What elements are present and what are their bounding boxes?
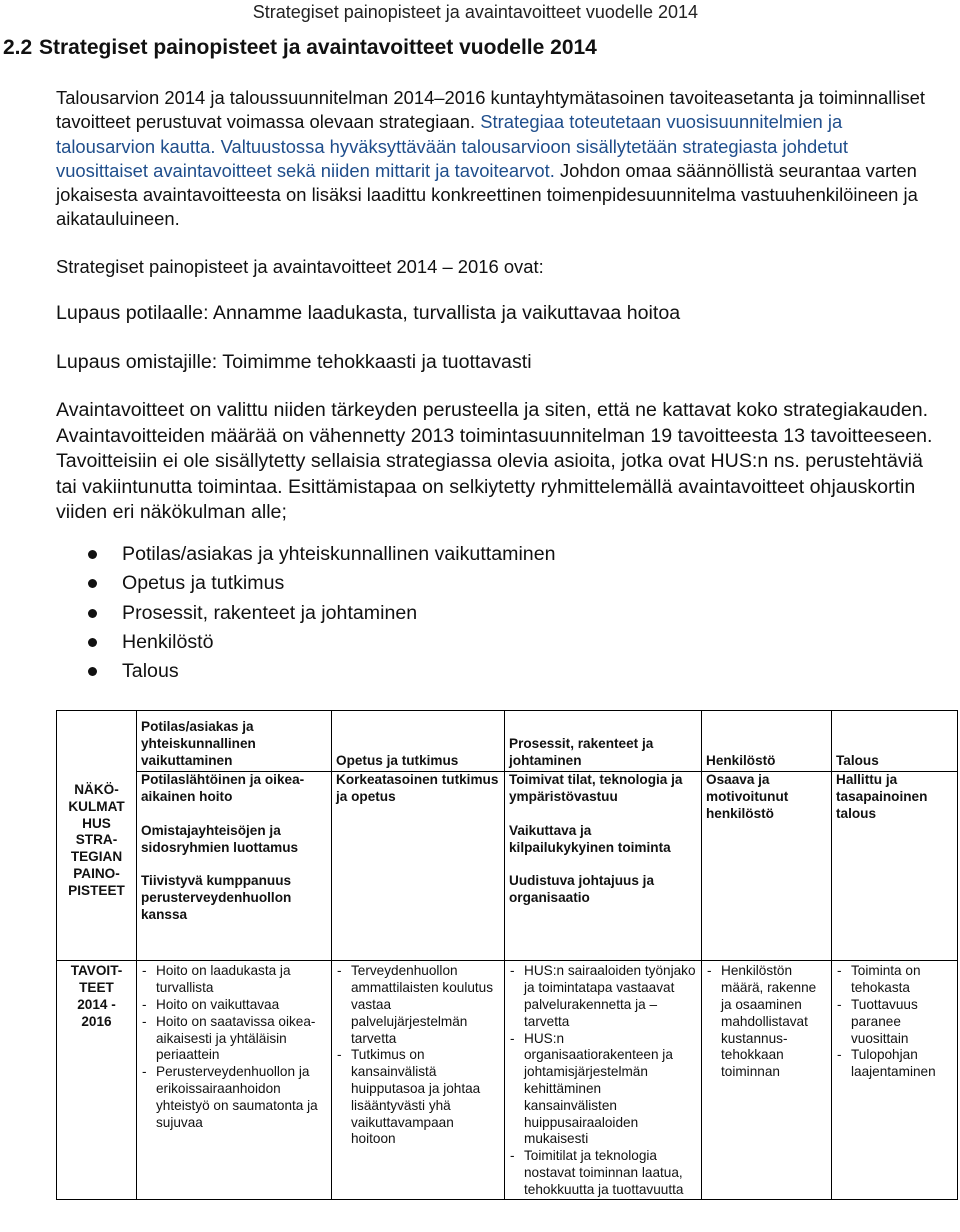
section-number: 2.2 xyxy=(3,36,33,59)
priorities-intro: Strategiset painopisteet ja avaintavoitteet 2014 – 2016 ovat: xyxy=(56,256,544,277)
intro-text-4: Johdon omaa säännöllistä seurantaa varten jokaisesta avaintavoitteesta on lisäksi laadittu konkreettinen toimenpidesuunnitelma vastuuhenkilöineen ja aikatauluineen. xyxy=(56,159,918,230)
goal-item: - Perusterveydenhuollon ja erikoissairaanhoidon yhteistyö on saumatonta ja sujuvaa xyxy=(141,1064,327,1131)
priority-text: Toimivat tilat, teknologia ja ympäristövastuu xyxy=(509,772,683,805)
priority-cell-processes xyxy=(505,772,702,961)
table-row xyxy=(57,961,958,1199)
priority-cell-teaching xyxy=(332,772,505,961)
priority-text: Vaikuttava ja kilpailukykyinen toiminta xyxy=(509,822,671,855)
goal-item: - Tulopohjan laajentaminen xyxy=(836,1047,953,1081)
row-header-text: NÄKÖ- KULMAT HUS STRA- TEGIAN PAINO- PISTEET xyxy=(68,781,125,898)
key-goals-paragraph xyxy=(56,398,936,526)
goal-item: - Terveydenhuollon ammattilaisten koulutus vastaa palvelujärjestelmän tarvetta xyxy=(336,963,500,1047)
section-title: Strategiset painopisteet ja avaintavoitteet vuodelle 2014 xyxy=(39,36,597,59)
col-header-processes: Prosessit, rakenteet ja johtaminen xyxy=(505,711,702,772)
goals-cell-patient xyxy=(137,961,332,1199)
priority-cell-patient xyxy=(137,772,332,961)
col-header-finance: Talous xyxy=(832,711,958,772)
key-goals-text-3: Tavoitteisiin ei ole sisällytetty sellaisia strategiassa olevia asioita, jotka ovat HUS:n ns. perustehtäviä tai vakiintunutta toimintaa. xyxy=(56,450,923,498)
list-item: Henkilöstö xyxy=(86,628,555,657)
goal-item: - HUS:n sairaaloiden työnjako ja toimintatapa vastaavat palvelurakennetta ja – tarvetta xyxy=(509,963,697,1030)
col-header-personnel: Henkilöstö xyxy=(702,711,832,772)
key-goals-text-4: Esittämistapaa on selkiytetty ryhmittelemällä avaintavoitteet ohjauskortin viiden eri näkökulman alle; xyxy=(56,475,916,523)
running-header: Strategiset painopisteet ja avaintavoitteet vuodelle 2014 xyxy=(252,2,698,22)
key-goals-text-1: Avaintavoitteet on valittu niiden tärkeyden perusteella ja siten, että ne kattavat koko strategiakauden. xyxy=(56,399,929,421)
goal-item: - HUS:n organisaatiorakenteen ja johtamisjärjestelmän kehittäminen kansainvälisten huippusairaaloiden mukaisesti xyxy=(509,1031,697,1149)
list-item: Prosessit, rakenteet ja johtaminen xyxy=(86,599,555,628)
goals-cell-personnel xyxy=(702,961,832,1199)
list-item: Potilas/asiakas ja yhteiskunnallinen vaikuttaminen xyxy=(86,540,555,569)
steering-card-table xyxy=(56,710,958,1200)
list-item: Opetus ja tutkimus xyxy=(86,569,555,598)
row-header-goals xyxy=(57,961,137,1199)
goal-item: - Hoito on laadukasta ja turvallista xyxy=(141,963,327,997)
goals-cell-teaching xyxy=(332,961,505,1199)
goal-item: - Toiminta on tehokasta xyxy=(836,963,953,997)
perspective-list xyxy=(86,540,555,686)
key-goals-text-2: Avaintavoitteiden määrää on vähennetty 2013 toimintasuunnitelman 19 tavoitteesta 13 tavoitteeseen. xyxy=(56,424,933,447)
promise-patient: Lupaus potilaalle: Annamme laadukasta, turvallista ja vaikuttavaa hoitoa xyxy=(56,302,681,324)
row-header-priorities xyxy=(57,711,137,961)
intro-text-2: Strategiaa toteutetaan vuosisuunnitelmien ja talousarvion kautta. xyxy=(56,111,843,157)
section-heading xyxy=(3,36,597,60)
row-header-text: TAVOIT- TEET 2014 - 2016 xyxy=(70,963,123,1029)
intro-text-1: Talousarvion 2014 ja taloussuunnitelman 2014–2016 kuntayhtymätasoinen tavoiteasetanta ja toiminnalliset tavoitteet perustuvat voimassa olevaan strategiaan. xyxy=(56,87,926,133)
list-item: Talous xyxy=(86,657,555,686)
goal-item: - Hoito on vaikuttavaa xyxy=(141,997,327,1014)
priority-text: Tiivistyvä kumppanuus perusterveydenhuollon kanssa xyxy=(141,873,292,922)
table-row xyxy=(57,772,958,961)
priority-cell-finance xyxy=(832,772,958,961)
intro-text-3: Valtuustossa hyväksyttävään talousarvioon sisällytetään strategiasta johdetut vuosittaiset avaintavoitteet sekä niiden mittarit ja tavoitearvot. xyxy=(56,135,848,181)
goals-cell-processes xyxy=(505,961,702,1199)
promise-owners: Lupaus omistajille: Toimimme tehokkaasti ja tuottavasti xyxy=(56,351,532,373)
goal-item: - Toimitilat ja teknologia nostavat toiminnan laatua, tehokkuutta ja tuottavuutta xyxy=(509,1148,697,1198)
col-header-patient: Potilas/asiakas ja yhteiskunnallinen vaikuttaminen xyxy=(137,711,332,772)
priority-text: Hallittu ja tasapainoinen talous xyxy=(836,772,928,821)
priority-text: Omistajayhteisöjen ja sidosryhmien luottamus xyxy=(141,822,299,855)
col-header-teaching: Opetus ja tutkimus xyxy=(332,711,505,772)
goals-cell-finance xyxy=(832,961,958,1199)
goal-item: - Hoito on saatavissa oikea-aikaisesti ja yhtäläisin periaattein xyxy=(141,1014,327,1064)
priority-cell-personnel xyxy=(702,772,832,961)
priority-text: Korkeatasoinen tutkimus ja opetus xyxy=(336,772,499,805)
priority-text: Osaava ja motivoitunut henkilöstö xyxy=(706,772,789,821)
goal-item: - Tutkimus on kansainvälistä huipputasoa ja johtaa lisääntyvästi yhä vaikuttavampaan hoitoon xyxy=(336,1047,500,1148)
priority-text: Uudistuva johtajuus ja organisaatio xyxy=(509,873,655,905)
goal-item: - Tuottavuus paranee vuosittain xyxy=(836,997,953,1047)
priority-text: Potilaslähtöinen ja oikea-aikainen hoito xyxy=(141,772,305,805)
goal-item: - Henkilöstön määrä, rakenne ja osaaminen mahdollistavat kustannus-tehokkaan toiminnan xyxy=(706,963,827,1081)
table-row xyxy=(57,711,958,772)
intro-paragraph xyxy=(56,86,936,232)
